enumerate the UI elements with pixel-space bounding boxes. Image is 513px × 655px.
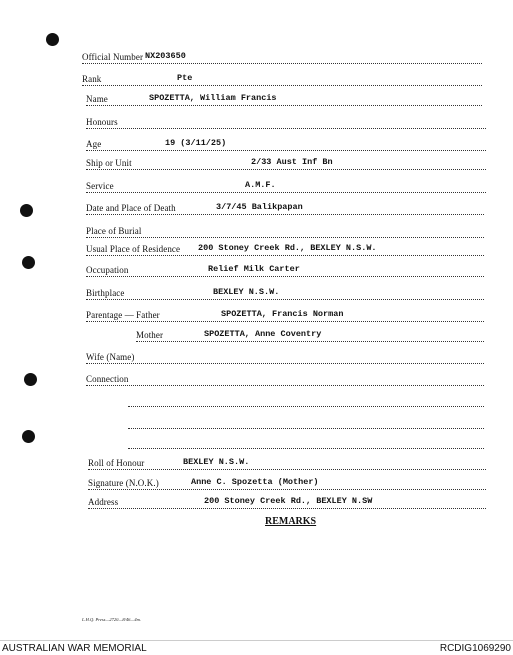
mother-label: Mother xyxy=(136,330,164,340)
ship-or-unit-row xyxy=(86,158,486,172)
dotted-line xyxy=(86,276,484,277)
mother-value: SPOZETTA, Anne Coventry xyxy=(204,329,322,339)
record-id: RCDIG1069290 xyxy=(439,643,511,654)
age-row xyxy=(86,139,486,153)
connection-row xyxy=(86,374,484,388)
father-row xyxy=(86,310,484,324)
dotted-line xyxy=(88,469,486,470)
occupation-value: Relief Milk Carter xyxy=(208,264,300,274)
official-number-label: Official Number xyxy=(82,52,144,62)
dotted-line xyxy=(86,214,484,215)
signature-row xyxy=(88,478,486,492)
dotted-line xyxy=(86,237,484,238)
dotted-line xyxy=(86,321,484,322)
rank-row xyxy=(82,74,482,88)
ship-or-unit-label: Ship or Unit xyxy=(86,158,132,168)
place-of-burial-label: Place of Burial xyxy=(86,226,142,236)
dotted-line xyxy=(86,299,484,300)
address-label: Address xyxy=(88,497,119,507)
honours-label: Honours xyxy=(86,117,118,127)
dotted-line xyxy=(82,85,482,86)
dotted-line xyxy=(86,255,484,256)
dotted-line xyxy=(136,341,484,342)
service-label: Service xyxy=(86,181,114,191)
dotted-line xyxy=(86,192,486,193)
connection-line xyxy=(128,417,484,431)
dotted-line xyxy=(128,406,484,407)
address-value: 200 Stoney Creek Rd., BEXLEY N.SW xyxy=(204,496,373,506)
dotted-line xyxy=(86,363,484,364)
honours-row xyxy=(86,117,486,131)
signature-value: Anne C. Spozetta (Mother) xyxy=(191,477,319,487)
punch-hole xyxy=(46,33,59,46)
rank-label: Rank xyxy=(82,74,102,84)
name-value: SPOZETTA, William Francis xyxy=(149,93,277,103)
father-label: Parentage — Father xyxy=(86,310,160,320)
punch-hole xyxy=(22,430,35,443)
roll-of-honour-value: BEXLEY N.S.W. xyxy=(183,457,250,467)
service-row xyxy=(86,181,486,195)
rank-value: Pte xyxy=(177,73,193,83)
dotted-line xyxy=(128,428,484,429)
official-number-value: NX203650 xyxy=(145,51,186,61)
dotted-line xyxy=(86,105,482,106)
residence-row xyxy=(86,244,484,258)
age-label: Age xyxy=(86,139,102,149)
signature-label: Signature (N.O.K.) xyxy=(88,478,159,488)
dotted-line xyxy=(86,385,484,386)
ship-or-unit-value: 2/33 Aust Inf Bn xyxy=(251,157,333,167)
punch-hole xyxy=(24,373,37,386)
residence-label: Usual Place of Residence xyxy=(86,244,181,254)
dotted-line xyxy=(86,128,486,129)
occupation-label: Occupation xyxy=(86,265,129,275)
birthplace-value: BEXLEY N.S.W. xyxy=(213,287,280,297)
mother-row xyxy=(136,330,484,344)
archive-footer xyxy=(0,640,513,655)
punch-hole xyxy=(20,204,33,217)
wife-label: Wife (Name) xyxy=(86,352,135,362)
dotted-line xyxy=(86,150,486,151)
connection-line xyxy=(128,395,484,409)
father-value: SPOZETTA, Francis Norman xyxy=(221,309,344,319)
date-place-death-value: 3/7/45 Balikpapan xyxy=(216,202,303,212)
name-row xyxy=(86,94,482,108)
birthplace-row xyxy=(86,288,484,302)
connection-label: Connection xyxy=(86,374,129,384)
dotted-line xyxy=(82,63,482,64)
dotted-line xyxy=(88,489,486,490)
dotted-line xyxy=(86,169,486,170)
place-of-burial-row xyxy=(86,226,484,240)
occupation-row xyxy=(86,265,484,279)
connection-line xyxy=(128,437,484,451)
official-number-row xyxy=(82,52,482,66)
address-row xyxy=(88,497,486,511)
printer-imprint: L.H.Q. Press—2720—8/46—4m. xyxy=(82,617,141,622)
punch-hole xyxy=(22,256,35,269)
name-label: Name xyxy=(86,94,108,104)
birthplace-label: Birthplace xyxy=(86,288,125,298)
roll-of-honour-row xyxy=(88,458,486,472)
wife-row xyxy=(86,352,484,366)
remarks-heading: REMARKS xyxy=(265,516,317,527)
date-place-death-label: Date and Place of Death xyxy=(86,203,176,213)
residence-value: 200 Stoney Creek Rd., BEXLEY N.S.W. xyxy=(198,243,377,253)
roll-of-honour-label: Roll of Honour xyxy=(88,458,145,468)
date-place-death-row xyxy=(86,203,484,217)
age-value: 19 (3/11/25) xyxy=(165,138,227,148)
service-value: A.M.F. xyxy=(245,180,276,190)
archive-name: AUSTRALIAN WAR MEMORIAL xyxy=(2,643,147,654)
dotted-line xyxy=(128,448,484,449)
dotted-line xyxy=(88,508,486,509)
